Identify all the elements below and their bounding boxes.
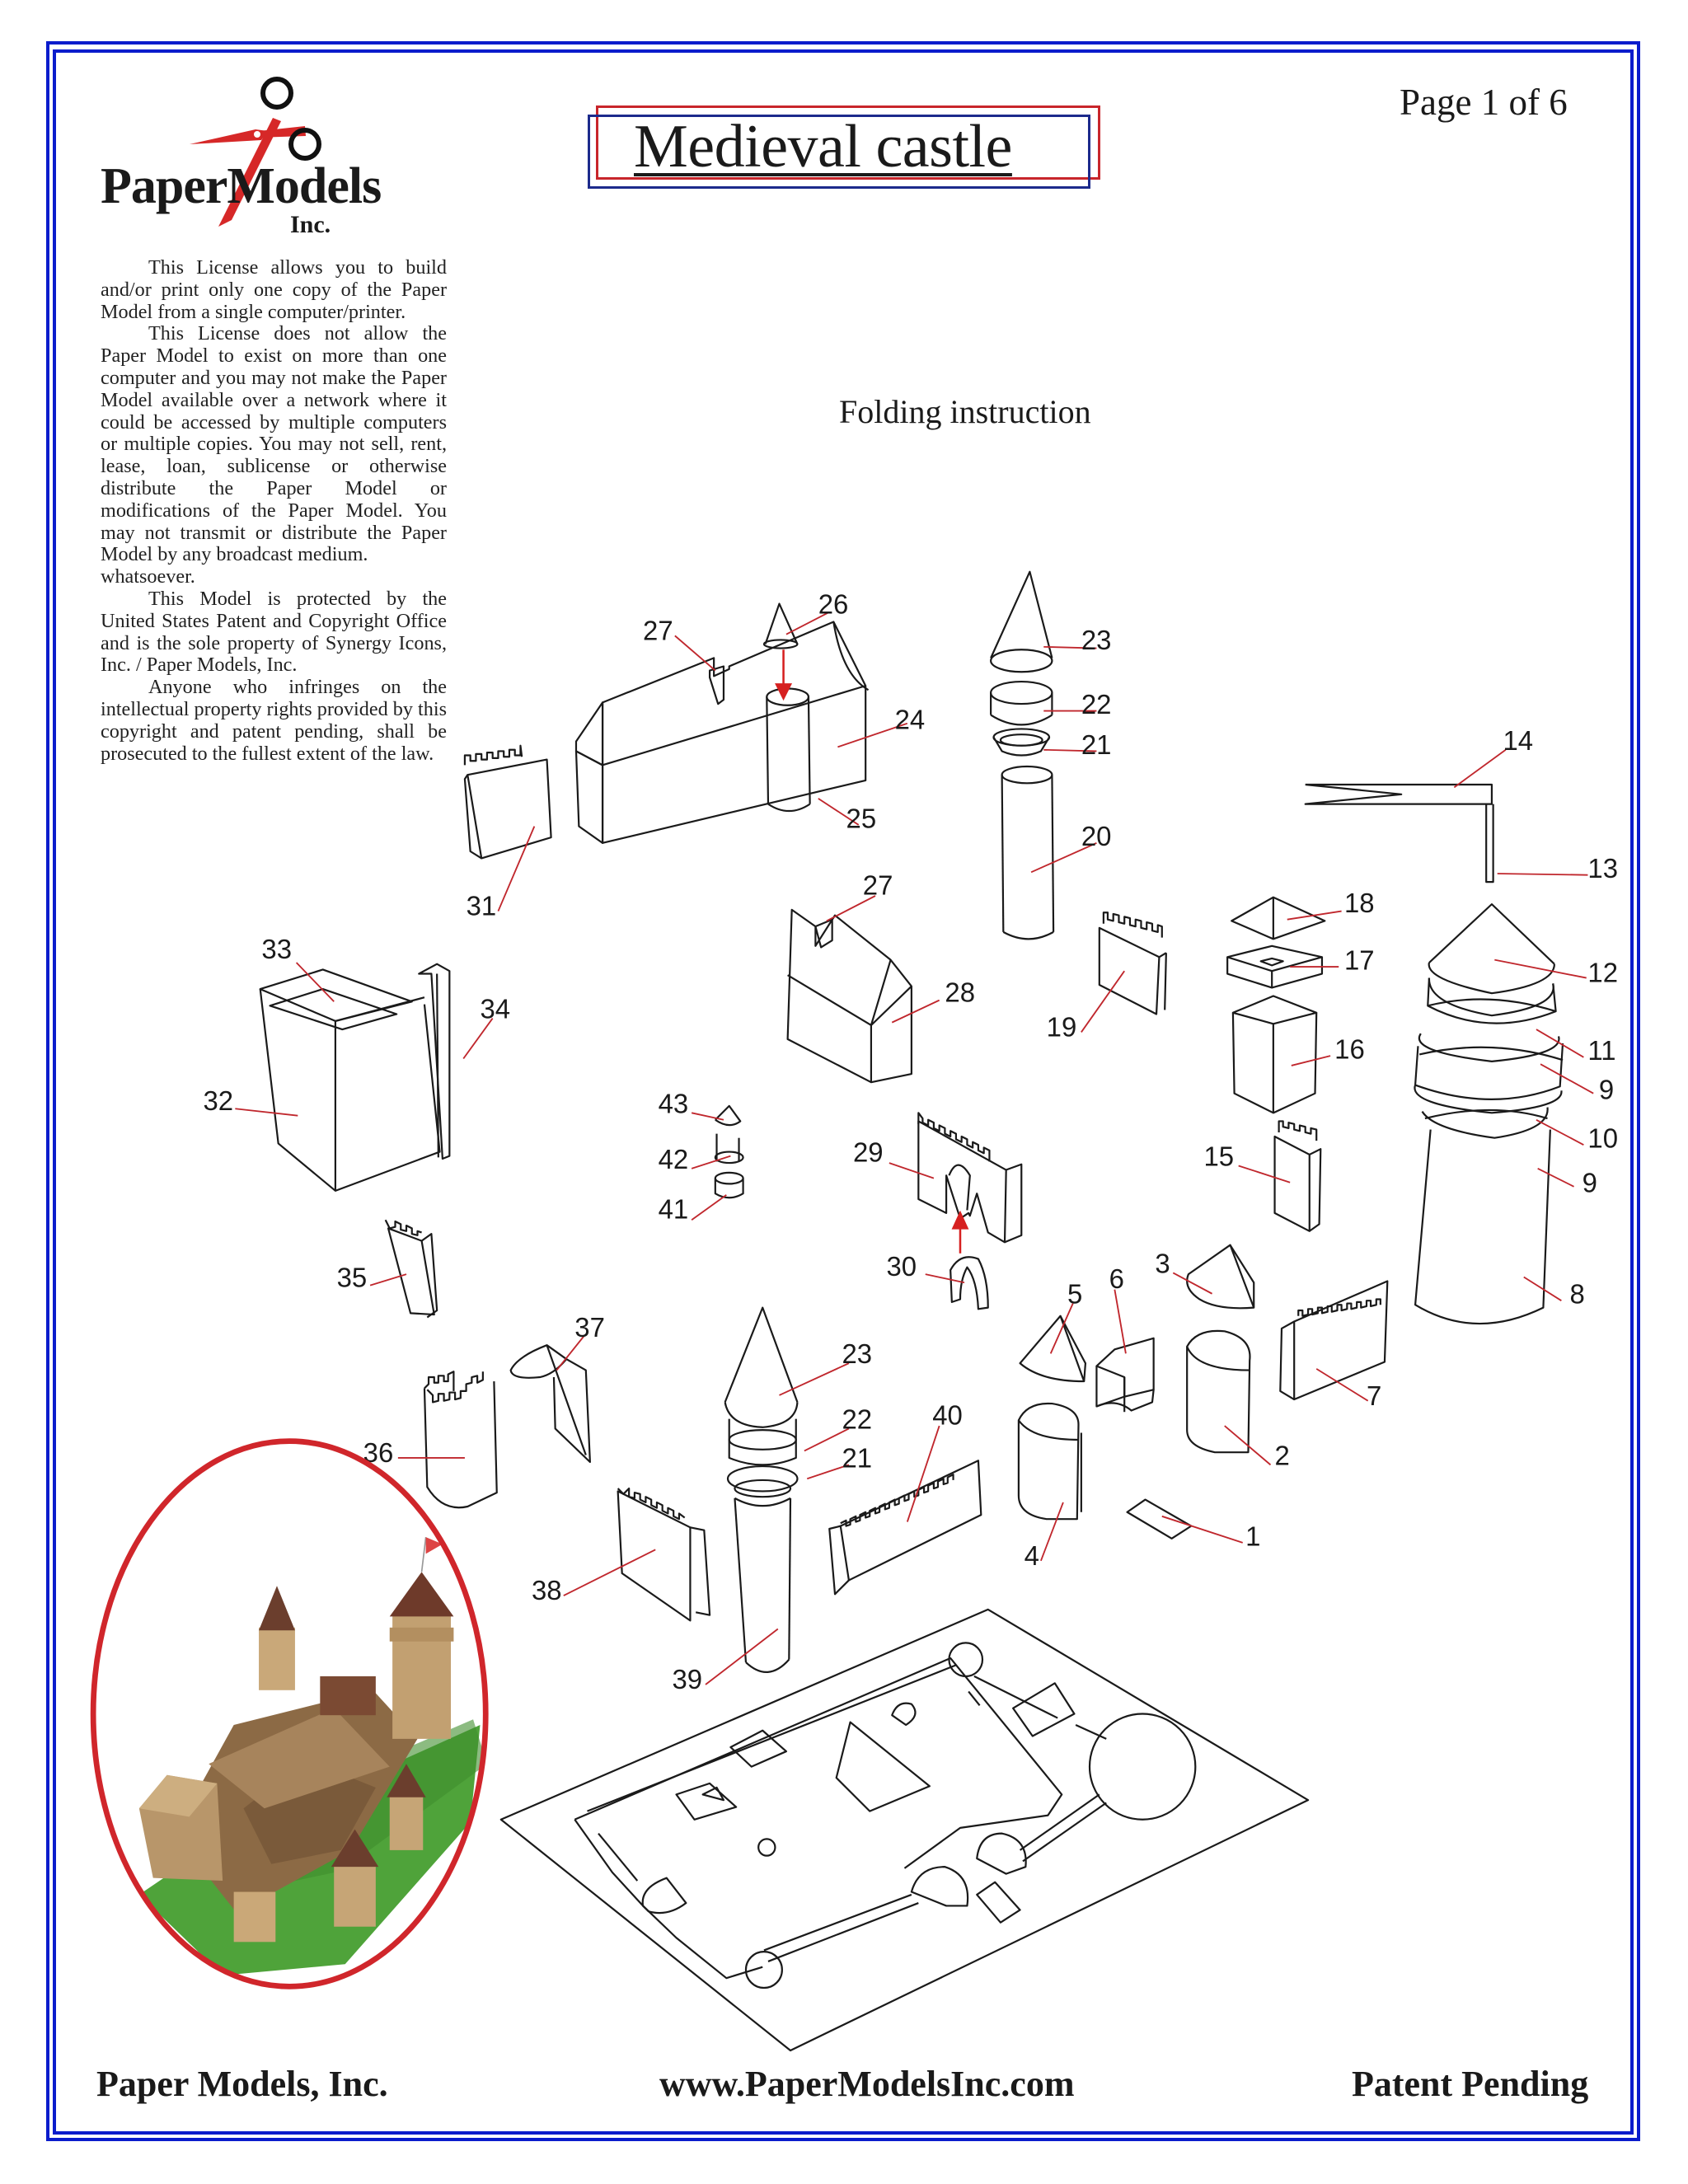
label-17: 17 [1343, 944, 1375, 976]
part-16-box [1233, 996, 1316, 1113]
label-5: 5 [1067, 1278, 1083, 1310]
label-8: 8 [1569, 1278, 1585, 1310]
label-2: 2 [1274, 1440, 1290, 1471]
part-12-8-big-tower [1414, 904, 1563, 1324]
part-35-wall [386, 1220, 437, 1317]
label-34: 34 [480, 993, 511, 1024]
part-22-ring-bottom [729, 1419, 796, 1465]
label-42: 42 [658, 1143, 689, 1174]
label-21b: 21 [842, 1442, 873, 1474]
part-15-wall [1275, 1121, 1321, 1230]
label-27: 27 [643, 615, 673, 646]
label-40: 40 [932, 1399, 963, 1431]
logo-wordmark: PaperModels [101, 158, 382, 214]
part-36-tower [424, 1371, 497, 1507]
label-26: 26 [818, 588, 849, 620]
part-19-wall [1100, 912, 1166, 1014]
label-10: 10 [1587, 1122, 1619, 1154]
license-paragraph: Anyone who infringes on the intellectual property rights provided by this copyright and patent pending, shall be prosecuted to the fullest extent of the law. [101, 676, 447, 765]
part-39-cylinder [734, 1498, 790, 1672]
logo-inc: Inc. [290, 211, 331, 238]
label-20: 20 [1081, 821, 1112, 852]
label-38: 38 [531, 1575, 562, 1606]
page-indicator: Page 1 of 6 [1400, 82, 1568, 123]
diagram-heading: Folding instruction [839, 393, 1091, 430]
label-23: 23 [1081, 625, 1112, 656]
label-22b: 22 [842, 1404, 873, 1435]
part-32-keep [260, 964, 450, 1191]
part-21-ring-bottom [728, 1466, 797, 1497]
label-4: 4 [1024, 1540, 1039, 1571]
label-11: 11 [1587, 1035, 1616, 1066]
label-25: 25 [846, 803, 877, 834]
label-37: 37 [574, 1312, 605, 1343]
label-13: 13 [1587, 853, 1619, 884]
part-20-cylinder [1002, 766, 1053, 939]
part-18-pyramid [1231, 898, 1325, 940]
label-6: 6 [1109, 1263, 1124, 1294]
part-28-house [788, 910, 912, 1082]
part-40-wall [829, 1460, 981, 1594]
label-24: 24 [894, 704, 926, 735]
part-37-half-cylinder [511, 1345, 590, 1462]
part-4-cylinder [1019, 1404, 1081, 1519]
license-paragraph: This Model is protected by the United States Patent and Copyright Office and is the sole property of Synergy Icons, Inc. / Paper Models, Inc. [101, 587, 447, 677]
label-32: 32 [203, 1085, 234, 1116]
label-29: 29 [852, 1137, 884, 1168]
label-30: 30 [886, 1250, 917, 1282]
part-21-ring-top [994, 729, 1050, 755]
label-3: 3 [1155, 1248, 1170, 1279]
label-9: 9 [1598, 1074, 1615, 1105]
label-21: 21 [1081, 729, 1112, 760]
assembled-castle-photo [83, 1433, 501, 2004]
label-15: 15 [1203, 1141, 1235, 1172]
label-36: 36 [363, 1436, 394, 1468]
part-25-cylinder [767, 689, 809, 812]
label-28: 28 [945, 977, 976, 1008]
part-1-tile [1128, 1500, 1192, 1539]
label-33: 33 [261, 933, 293, 964]
part-22-ring-top [991, 682, 1052, 724]
footer-website[interactable]: www.PaperModelsInc.com [659, 2064, 1075, 2104]
license-paragraph: This License allows you to build and/or print only one copy of the Paper Model from a single computer/printer. [101, 256, 447, 323]
label-9b: 9 [1582, 1167, 1597, 1198]
label-43: 43 [658, 1088, 689, 1119]
label-39: 39 [672, 1664, 703, 1695]
part-23-cone-bottom [725, 1308, 798, 1427]
part-14-13-flag [1306, 785, 1493, 882]
part-3-cone [1187, 1245, 1254, 1309]
part-30-arch [950, 1257, 988, 1309]
license-paragraph: This License does not allow the Paper Model to exist on more than one computer and you may not make the Paper Model available over a network where it could be accessed by multiple computers or multiple copies. You may not sell, rent, lease, loan, sublicense or otherwise distribute the Paper Model or modifications of the Paper Model. You may not transmit or distribute the Paper Model by any broadcast medium. [101, 322, 447, 566]
label-35: 35 [336, 1262, 368, 1293]
label-12: 12 [1587, 957, 1619, 988]
label-22: 22 [1081, 688, 1112, 719]
part-38-wall [618, 1488, 710, 1620]
license-paragraph: whatsoever. [101, 565, 195, 588]
label-16: 16 [1334, 1033, 1365, 1065]
label-31: 31 [466, 890, 497, 921]
base-plate [501, 1610, 1308, 2050]
part-2-cylinder [1187, 1331, 1250, 1452]
page-title: Medieval castle [634, 113, 1012, 180]
label-1: 1 [1245, 1521, 1261, 1552]
label-18: 18 [1343, 888, 1375, 919]
part-24-hall [576, 621, 869, 842]
footer-company: Paper Models, Inc. [96, 2064, 388, 2104]
label-14: 14 [1503, 724, 1534, 756]
part-31-wall [465, 746, 551, 859]
label-41: 41 [658, 1193, 689, 1225]
label-27b: 27 [862, 869, 893, 901]
label-19: 19 [1046, 1011, 1077, 1043]
label-7: 7 [1366, 1380, 1382, 1411]
part-26-cone [764, 604, 798, 649]
label-23b: 23 [842, 1338, 873, 1370]
part-23-cone-top [991, 572, 1052, 673]
footer-patent-notice: Patent Pending [1352, 2064, 1589, 2104]
